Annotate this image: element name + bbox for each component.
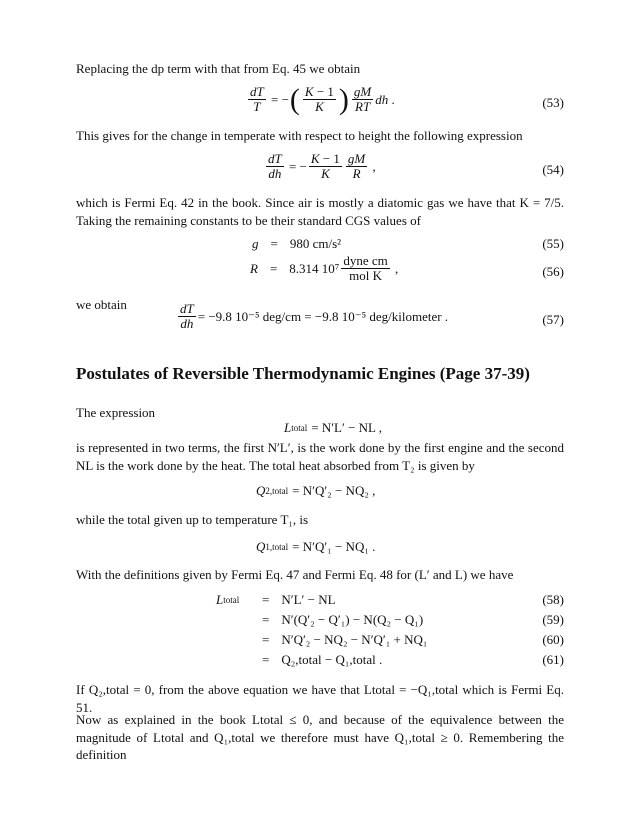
equation-rhs: Q₂,total − Q₁,total . xyxy=(281,652,383,667)
equation-q2total: Q 2,total = N′Q′₂ − NQ₂ , xyxy=(256,483,376,498)
equation-number: (53) xyxy=(542,95,564,110)
equation-53-body: $\frac{dT}{T}$ = − ( $\frac{K - 1}{K}$ ) $\frac{gM}{RT}$ dh . xyxy=(250,82,395,116)
equation-number: (55) xyxy=(542,236,564,251)
equation-lhs: R xyxy=(250,260,258,276)
equation-rhs: = N′Q′₁ − NQ₁ . xyxy=(292,539,376,554)
equation-rhs: = N′L′ − NL , xyxy=(311,420,383,435)
equation-number: (56) xyxy=(542,264,564,279)
equation-56-body: R = 8.314 10⁷ $\frac{\text{dyne cm}}{\text{mol K}}$ , xyxy=(250,253,399,283)
paragraph-6: is represented in two terms, the first N′L′, is the work done by the first engine and the second NL is the work done by the heat. The total heat absorbed from T₂ is given by xyxy=(76,440,564,473)
equation-ltotal: L total = N′L′ − NL , xyxy=(284,420,383,435)
equation-rhs: 980 cm/s² xyxy=(289,236,342,251)
unit-denominator: mol K xyxy=(349,268,382,283)
paragraph-1: Replacing the dp term with that from Eq. 45 we obtain xyxy=(76,61,361,76)
equation-rhs: = N′Q′₂ − NQ₂ , xyxy=(292,483,376,498)
equation-54-body: $\frac{dT}{dh}$ = − $\frac{K - 1}{K}$ $\frac{gM}{R}$ , xyxy=(268,151,376,181)
equation-57-body: $\frac{dT}{dh}$ = −9.8 10⁻⁵ deg/cm = −9.8 10⁻⁵ deg/kilometer . xyxy=(180,301,449,331)
equation-number: (54) xyxy=(542,162,564,177)
paragraph-8: With the definitions given by Fermi Eq. 47 and Fermi Eq. 48 for (L′ and L) we have xyxy=(76,567,514,582)
equation-q1total: Q 1,total = N′Q′₁ − NQ₁ . xyxy=(256,539,376,554)
equation-57 xyxy=(76,302,564,342)
equation-60-body: = N′Q′₂ − NQ₂ − N′Q′₁ + NQ₁ xyxy=(262,632,428,647)
equation-61-body: = Q₂,total − Q₁,total . xyxy=(262,652,383,667)
equation-rhs-value: 8.314 10⁷ xyxy=(289,260,340,276)
equation-55 xyxy=(76,234,564,254)
equation-rhs: N′(Q′₂ − Q′₁) − N(Q₂ − Q₁) xyxy=(281,612,424,627)
equation-58-lhs: L total xyxy=(216,592,240,607)
equation-number: (57) xyxy=(542,312,564,327)
section-heading: Postulates of Reversible Thermodynamic Engines (Page 37-39) xyxy=(76,364,530,383)
equation-number: (61) xyxy=(542,652,564,667)
equation-54 xyxy=(76,150,564,190)
equation-rhs: N′Q′₂ − NQ₂ − N′Q′₁ + NQ₁ xyxy=(281,632,428,647)
paragraph-3: which is Fermi Eq. 42 in the book. Since air is mostly a diatomic gas we have that K = 7/5. Taking the remaining constants to be their standard CGS values of xyxy=(76,195,564,228)
paragraph-10: Now as explained in the book Ltotal ≤ 0, and because of the equivalence between the magnitude of Ltotal and Q₁,total we therefore must have Q₁,total ≥ 0. Remembering the definition xyxy=(76,712,564,762)
equation-number: (59) xyxy=(542,612,564,627)
equation-56 xyxy=(76,252,564,292)
equation-number: (60) xyxy=(542,632,564,647)
equation-53 xyxy=(76,83,564,123)
paragraph-4: we obtain xyxy=(76,297,127,312)
equation-number: (58) xyxy=(542,592,564,607)
paragraph-9: If Q₂,total = 0, from the above equation we have that Ltotal = −Q₁,total which is Fermi Eq. 51. xyxy=(76,682,564,715)
equation-rhs: = −9.8 10⁻⁵ deg/cm = −9.8 10⁻⁵ deg/kilometer . xyxy=(197,308,449,324)
equation-59-body: = N′(Q′₂ − Q′₁) − N(Q₂ − Q₁) xyxy=(262,612,424,627)
paragraph-5: The expression xyxy=(76,405,156,420)
equation-55-body: g = 980 cm/s² xyxy=(252,236,342,251)
paragraph-2: This gives for the change in temperate with respect to height the following expression xyxy=(76,128,523,143)
equation-lhs: g xyxy=(252,236,259,251)
equation-rhs: N′L′ − NL xyxy=(281,592,336,607)
equation-58-body: = N′L′ − NL xyxy=(262,592,336,607)
unit-numerator: dyne cm xyxy=(343,253,388,268)
paragraph-7: while the total given up to temperature T₁, is xyxy=(76,512,309,527)
